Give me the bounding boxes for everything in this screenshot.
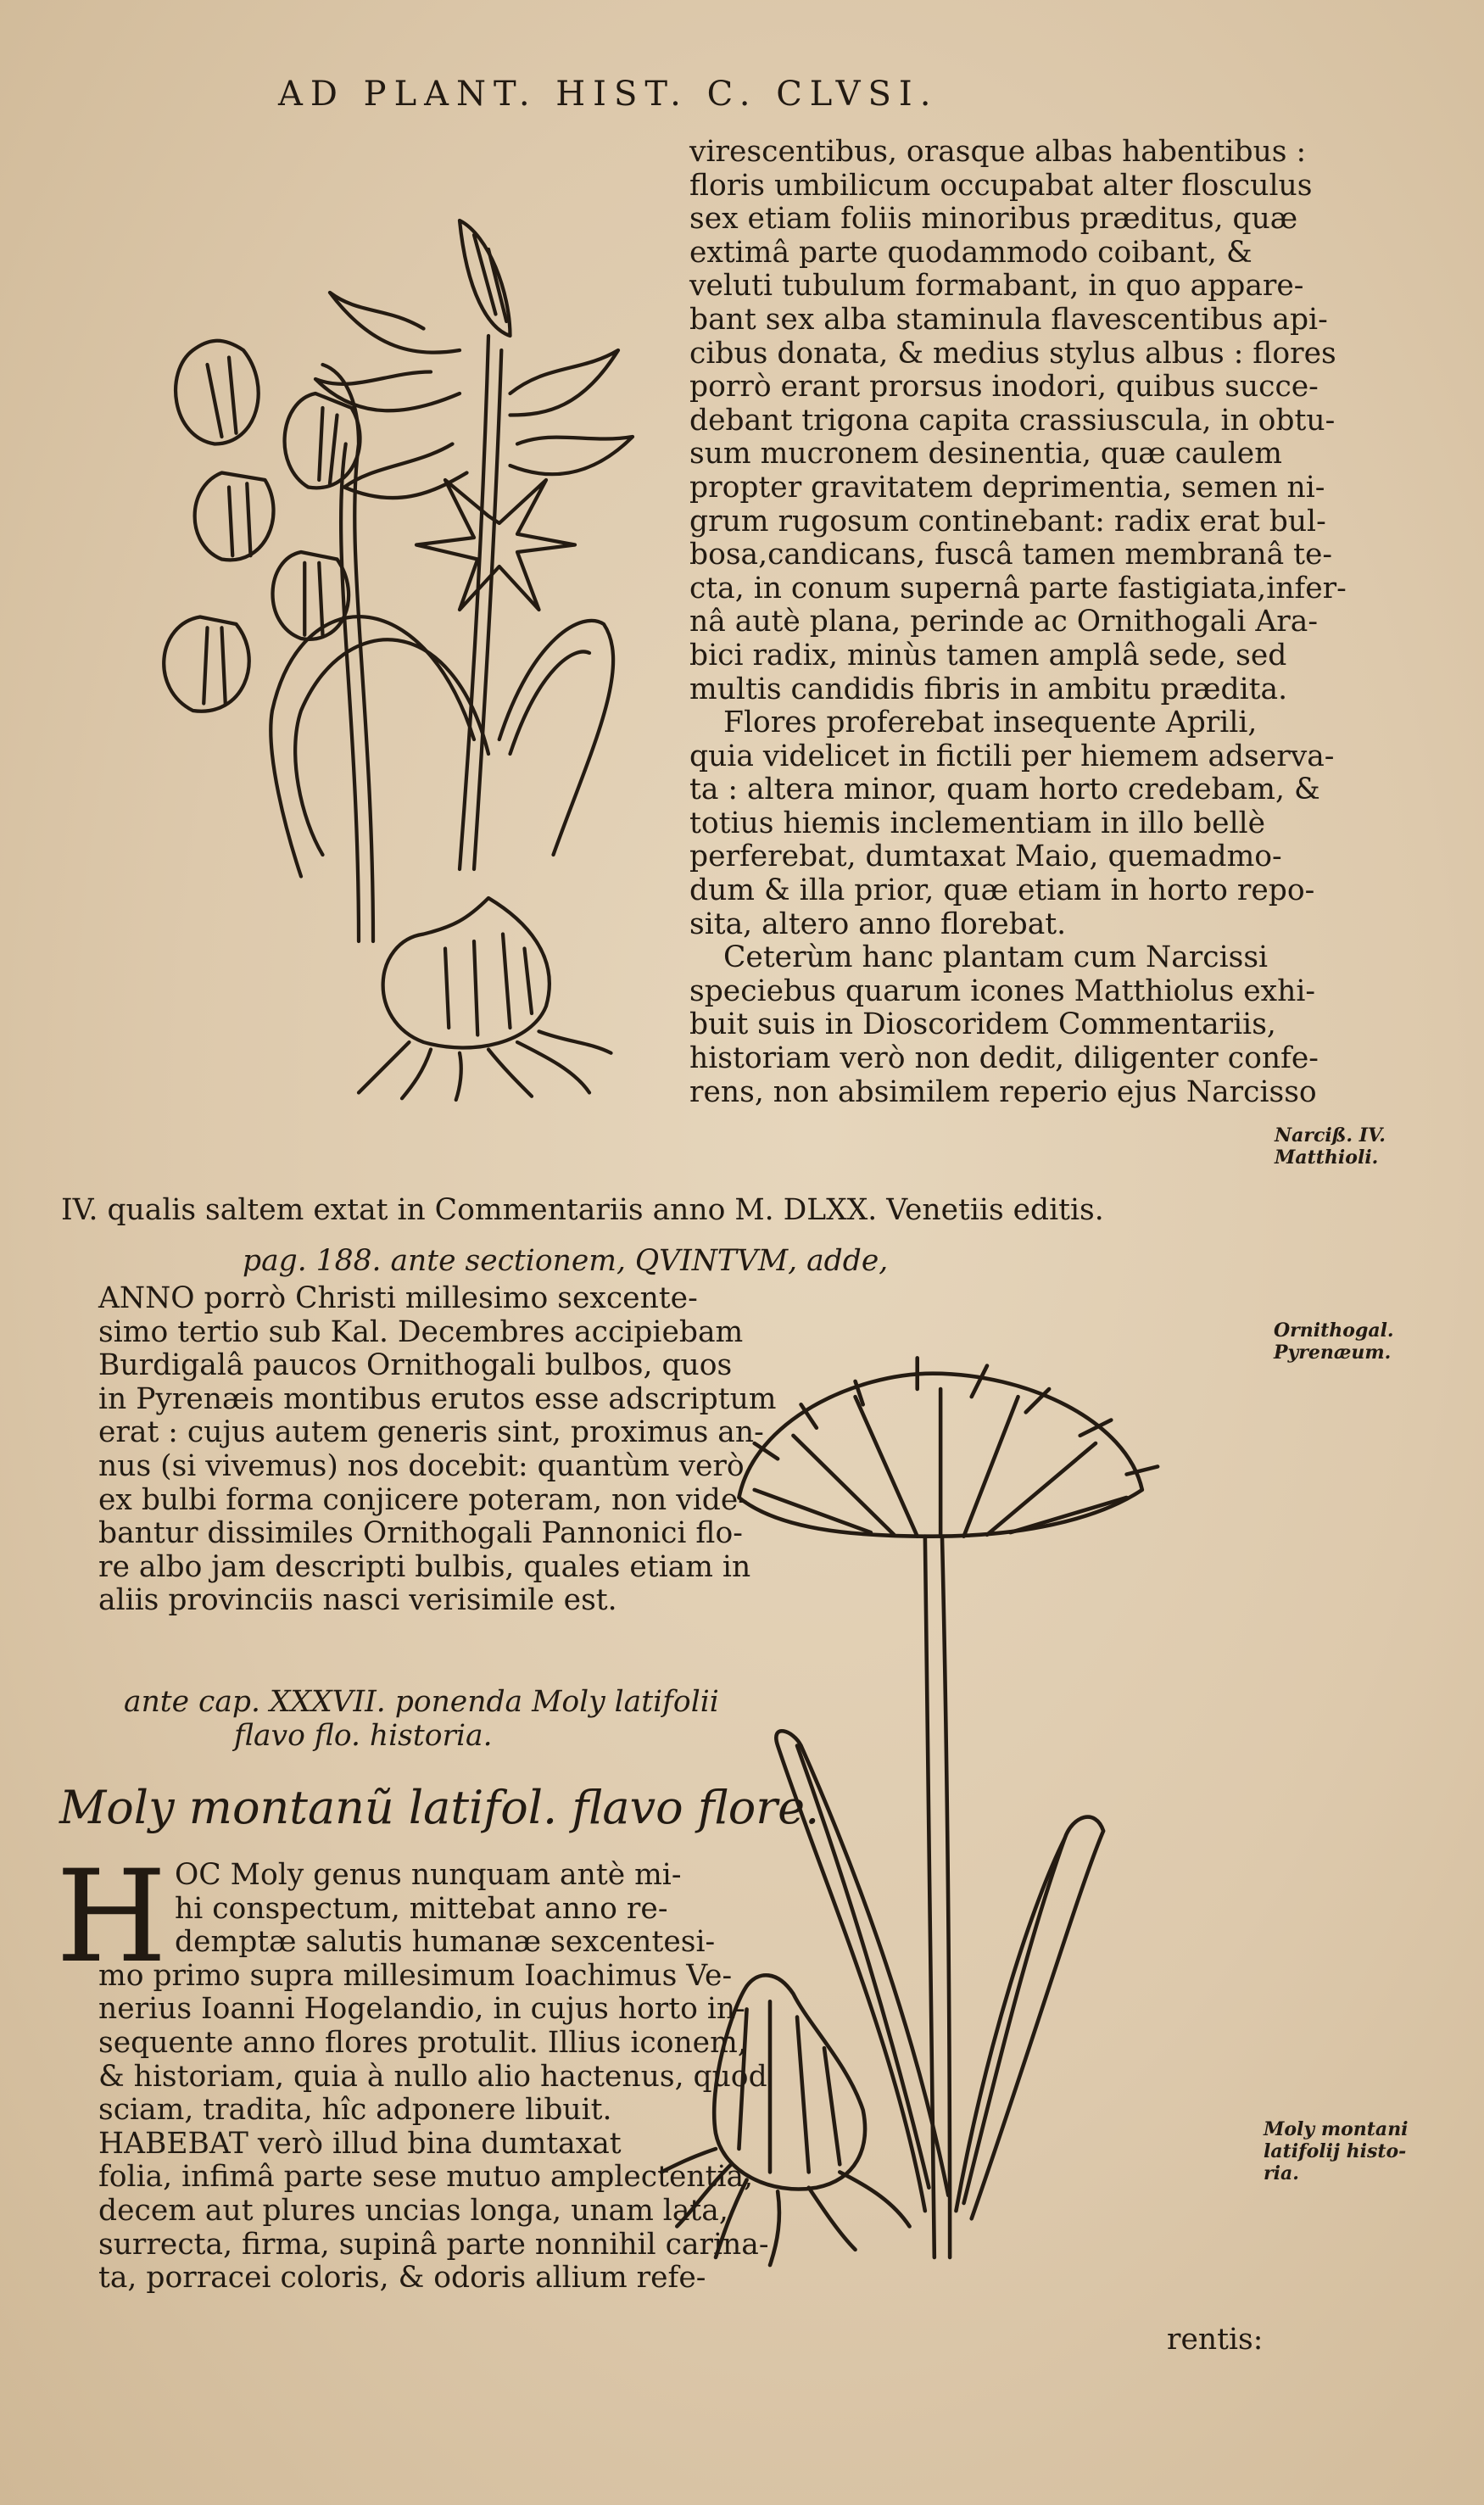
margin-note-line: Matthioli. [1275, 1146, 1379, 1169]
text-line: sex etiam foliis minoribus præditus, quæ [689, 202, 1298, 237]
text-line: mo primo supra millesimum Ioachimus Ve- [98, 1958, 733, 1993]
text-line: ex bulbi forma conjicere poteram, non vide- [98, 1482, 748, 1517]
text-line: propter gravitatem deprimentia, semen ni- [689, 470, 1325, 505]
text-line: simo tertio sub Kal. Decembres accipiebam [98, 1314, 744, 1349]
text-line: rens, non absimilem reperio ejus Narcisso [689, 1074, 1317, 1109]
text-line: OC Moly genus nunquam antè mi- [175, 1858, 682, 1892]
text-line: decem aut plures uncias longa, unam lata, [98, 2193, 728, 2228]
text-line: sum mucronem desinentia, quæ caulem [689, 437, 1282, 471]
margin-note-moly [1264, 2118, 1409, 2184]
full-width-line: IV. qualis saltem extat in Commentariis anno M. DLXX. Venetiis editis. [61, 1193, 1104, 1227]
text-line: cta, in conum supernâ parte fastigiata,infer- [689, 571, 1347, 605]
section-title: Moly montanũ latifol. flavo flore. [59, 1781, 820, 1834]
text-line: Flores proferebat insequente Aprili, [723, 706, 1258, 740]
text-line: dum & illa prior, quæ etiam in horto repo- [689, 873, 1315, 908]
text-line: & historiam, quia à nullo alio hactenus, quod [98, 2059, 767, 2094]
margin-note-narcissus [1275, 1124, 1386, 1169]
insert-note-line: flavo flo. historia. [234, 1718, 493, 1753]
running-head: AD PLANT. HIST. C. CLVSI. [278, 75, 939, 114]
text-line: HABEBAT verò illud bina dumtaxat [98, 2126, 622, 2161]
text-line: speciebus quarum icones Matthiolus exhi- [689, 974, 1316, 1008]
text-line: bosa,candicans, fuscâ tamen membranâ te- [689, 538, 1333, 572]
margin-note-line: Moly montani [1264, 2118, 1409, 2140]
text-line: in Pyrenæis montibus erutos esse adscriptum [98, 1381, 777, 1416]
text-line: debant trigona capita crassiuscula, in obtu- [689, 403, 1336, 438]
text-line: erat : cujus autem generis sint, proximus an- [98, 1415, 764, 1450]
text-line: sita, altero anno florebat. [689, 907, 1067, 941]
margin-note-line: Ornithogal. [1274, 1319, 1394, 1342]
text-line: bantur dissimiles Ornithogali Pannonici flo- [98, 1516, 743, 1551]
margin-note-ornithogalum [1274, 1319, 1394, 1364]
text-line: nus (si vivemus) nos docebit: quantùm verò [98, 1448, 745, 1483]
text-line: surrecta, firma, supinâ parte nonnihil carina- [98, 2227, 769, 2262]
text-line: virescentibus, orasque albas habentibus : [689, 135, 1307, 169]
text-line: re albo jam descripti bulbis, quales etiam in [98, 1549, 751, 1584]
text-line: cibus donata, & medius stylus albus : flores [689, 336, 1336, 371]
text-line: ANNO porrò Christi millesimo sexcente- [98, 1281, 698, 1315]
text-line: extimâ parte quodammodo coibant, & [689, 235, 1252, 270]
insert-note-line: ante cap. XXXVII. ponenda Moly latifolii [124, 1685, 719, 1719]
text-line: ta, porracei coloris, & odoris allium refe- [98, 2261, 706, 2296]
text-line: nâ autè plana, perinde ac Ornithogali Ara- [689, 605, 1318, 639]
catchword: rentis: [1167, 2323, 1264, 2357]
text-line: Ceterùm hanc plantam cum Narcissi [723, 940, 1269, 975]
text-line: quia videlicet in fictili per hiemem adserva- [689, 739, 1335, 773]
left-text-column-2 [98, 1859, 769, 2296]
text-line: nerius Ioanni Hogelandio, in cujus horto in- [98, 1992, 745, 2027]
drop-cap: H [56, 1844, 167, 1991]
text-line: ta : altera minor, quam horto credebam, & [689, 773, 1320, 807]
insert-note [124, 1686, 719, 1753]
text-line: veluti tubulum formabant, in quo appare- [689, 269, 1304, 304]
narcissus-woodcut-illustration [85, 127, 661, 1179]
text-line: floris umbilicum occupabat alter flosculus [689, 168, 1313, 203]
margin-note-line: latifolij histo- [1264, 2140, 1407, 2162]
text-line: bant sex alba staminula flavescentibus api- [689, 302, 1328, 337]
text-line: porrò erant prorsus inodori, quibus succe- [689, 370, 1319, 404]
text-line: sciam, tradita, hîc adponere libuit. [98, 2093, 612, 2128]
text-line: demptæ salutis humanæ sexcentesi- [175, 1925, 716, 1960]
margin-note-line: Pyrenæum. [1274, 1342, 1392, 1364]
margin-note-line: ria. [1264, 2162, 1299, 2184]
text-line: aliis provinciis nasci verisimile est. [98, 1583, 617, 1618]
text-line: hi conspectum, mittebat anno re- [175, 1891, 668, 1926]
text-line: sequente anno flores protulit. Illius iconem, [98, 2025, 747, 2060]
text-line: grum rugosum continebant: radix erat bul- [689, 504, 1326, 538]
text-line: buit suis in Dioscoridem Commentariis, [689, 1007, 1276, 1042]
text-line: historiam verò non dedit, diligenter confe- [689, 1041, 1319, 1076]
text-line: folia, infimâ parte sese mutuo amplectentia, [98, 2160, 754, 2195]
text-line: bici radix, minùs tamen amplâ sede, sed [689, 638, 1287, 672]
text-line: totius hiemis inclementiam in illo bellè [689, 806, 1266, 840]
text-line: Burdigalâ paucos Ornithogali bulbos, quos [98, 1348, 733, 1383]
margin-note-line: Narciß. IV. [1275, 1124, 1386, 1146]
top-right-text-column [689, 136, 1347, 1109]
text-line: perferebat, dumtaxat Maio, quemadmo- [689, 840, 1282, 874]
page-reference: pag. 188. ante sectionem, QVINTVM, adde, [243, 1244, 889, 1278]
text-line: multis candidis fibris in ambitu prædita. [689, 672, 1288, 706]
